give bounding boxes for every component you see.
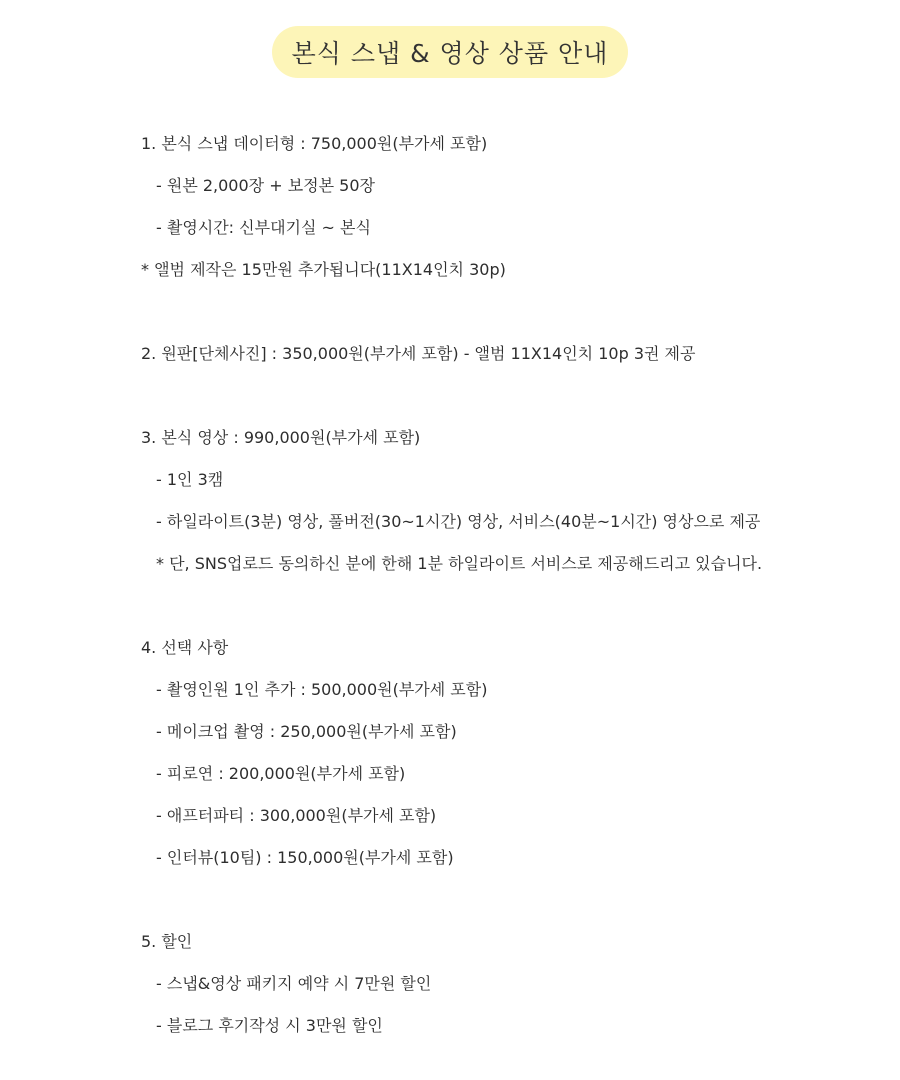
info-line: - 인터뷰(10팀) : 150,000원(부가세 포함) xyxy=(156,848,454,867)
section-5 xyxy=(141,928,860,1054)
section-spacer xyxy=(141,382,860,424)
info-line: - 촬영시간: 신부대기실 ~ 본식 xyxy=(156,218,371,237)
info-line: - 스냅&영상 패키지 예약 시 7만원 할인 xyxy=(156,974,432,993)
section-1 xyxy=(141,130,860,298)
section-2 xyxy=(141,340,860,382)
section-3 xyxy=(141,424,860,592)
section-spacer xyxy=(141,886,860,928)
info-line: 4. 선택 사항 xyxy=(141,638,229,657)
info-line: - 피로연 : 200,000원(부가세 포함) xyxy=(156,764,406,783)
info-line: - 블로그 후기작성 시 3만원 할인 xyxy=(156,1016,383,1035)
section-4 xyxy=(141,634,860,886)
info-line: 2. 원판[단체사진] : 350,000원(부가세 포함) - 앨범 11X14인치 10p 3권 제공 xyxy=(141,344,696,363)
info-line: - 메이크업 촬영 : 250,000원(부가세 포함) xyxy=(156,722,457,741)
info-line: - 하일라이트(3분) 영상, 풀버전(30~1시간) 영상, 서비스(40분~1시간) 영상으로 제공 xyxy=(156,512,761,531)
section-spacer xyxy=(141,298,860,340)
page-title: 본식 스냅 & 영상 상품 안내 xyxy=(272,26,629,78)
info-line: * 앨범 제작은 15만원 추가됩니다(11X14인치 30p) xyxy=(141,260,506,279)
info-line: * 단, SNS업로드 동의하신 분에 한해 1분 하일라이트 서비스로 제공해드리고 있습니다. xyxy=(156,554,763,573)
product-info-content xyxy=(141,130,860,1054)
section-spacer xyxy=(141,592,860,634)
info-line: - 애프터파티 : 300,000원(부가세 포함) xyxy=(156,806,437,825)
info-line: - 촬영인원 1인 추가 : 500,000원(부가세 포함) xyxy=(156,680,488,699)
info-line: 1. 본식 스냅 데이터형 : 750,000원(부가세 포함) xyxy=(141,134,488,153)
info-line: - 원본 2,000장 + 보정본 50장 xyxy=(156,176,375,195)
info-line: 5. 할인 xyxy=(141,932,193,951)
title-container xyxy=(0,26,900,78)
info-line: 3. 본식 영상 : 990,000원(부가세 포함) xyxy=(141,428,421,447)
info-line: - 1인 3캠 xyxy=(156,470,224,489)
